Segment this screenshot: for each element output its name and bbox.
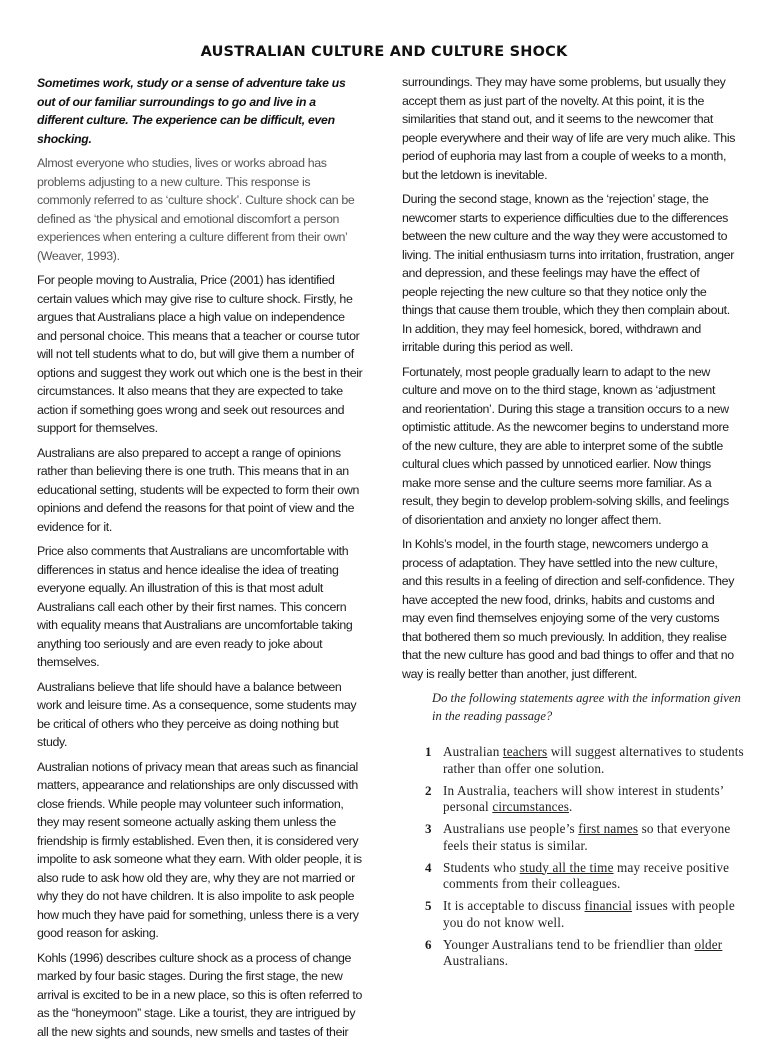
questions-section (425, 690, 745, 975)
right-column (402, 73, 736, 689)
question-number: 1 (425, 744, 432, 759)
question-number: 6 (425, 936, 432, 952)
questions-instruction: Do the following statements agree with the information given in the reading passage? (432, 691, 741, 723)
question-text: In Australia, teachers will show interest in students’ personal circumstances. (443, 782, 724, 814)
underlined-keyword: financial (584, 898, 633, 913)
questions-list (425, 744, 745, 970)
question-item (425, 783, 745, 816)
paragraph-equality: Price also comments that Australians are uncomfortable with differences in status and hence idealise the idea of treating everyone equally. An illustration of this is that most adult Australians call each other by their first names. This concern with equality means that Australians are uncomfortable taking anything too seriously and are even ready to joke about themselves. (37, 544, 353, 669)
question-text: Younger Australians tend to be friendlier than older Australians. (443, 936, 723, 968)
intro-paragraph: Sometimes work, study or a sense of adventure take us out of our familiar surroundings to go and live in a different culture. The experience can be difficult, even shocking. (37, 76, 346, 146)
page-title: AUSTRALIAN CULTURE AND CULTURE SHOCK (200, 44, 568, 60)
question-number: 4 (425, 859, 432, 875)
paragraph-opinions: Australians are also prepared to accept a range of opinions rather than believing there is one truth. This means that in an educational setting, students will be expected to form their own opinions and defend the reasons for that point of view and the evidence for it. (37, 445, 359, 534)
question-item (425, 860, 745, 893)
question-item (425, 744, 745, 777)
paragraph-privacy: Australian notions of privacy mean that areas such as financial matters, appearance and relationships are only discussed with close friends. While people may volunteer such information, they may resent someone actually asking them unless the friendship is firmly established. Even then, it is considered very impolite to ask someone what they earn. With older people, it is also rude to ask how old they are, why they are not married or why they do not have children. It is also impolite to ask people how much they have paid for something, unless there is a very good reason for asking. (37, 759, 362, 940)
question-item (425, 937, 745, 970)
paragraph-adaptation: In Kohls’s model, in the fourth stage, newcomers undergo a process of adaptation. They have settled into the new culture, and this results in a feeling of direction and self-confidence. They have accepted the new food, drinks, habits and customs and may even find themselves enjoying some of the very customs that bothered them so much previously. In addition, they realise that the new culture has good and bad things to offer and that no way is really better than another, just different. (402, 537, 735, 681)
question-number: 5 (425, 898, 432, 913)
underlined-keyword: study all the time (519, 859, 614, 875)
underlined-keyword: older (694, 936, 723, 952)
underlined-keyword: circumstances (492, 799, 569, 814)
paragraph-kohls-stages: Kohls (1996) describes culture shock as a process of change marked by four basic stages. During the first stage, the new arrival is excited to be in a new place, so this is often referred to as the “honeymoon” stage. Like a tourist, they are intrigued by all the new sights and sounds, new smells and tastes of their (37, 950, 363, 1039)
paragraph-adjustment: Fortunately, most people gradually learn to adapt to the new culture and move on to the third stage, known as ‘adjustment and reorientation’. During this stage a transition occurs to a new optimistic attitude. As the newcomer begins to understand more of the new culture, they are able to interpret some of the subtle cultural clues which passed by unnoticed earlier. Now things make more sense and the culture seems more familiar. As a result, they begin to develop problem-solving skills, and feelings of disorientation and anxiety no longer affect them. (402, 364, 729, 527)
question-item (425, 898, 745, 931)
question-text: Australians use people’s first names so that everyone feels their status is similar. (443, 821, 731, 853)
question-text: Students who study all the time may receive positive comments from their colleagues. (443, 859, 730, 891)
left-column (37, 74, 365, 1047)
paragraph-honeymoon: surroundings. They may have some problems, but usually they accept them as just part of the novelty. At this point, it is the similarities that stand out, and it seems to the newcomer that people everywhere and their way of life are very much alike. This period of euphoria may last from a couple of weeks to a month, but the letdown is inevitable. (402, 75, 736, 182)
paragraph-independence: For people moving to Australia, Price (2001) has identified certain values which may give rise to culture shock. Firstly, he argues that Australians place a high value on independence and personal choice. This means that a teacher or course tutor will not tell students what to do, but will give them a number of options and suggest they work out which one is the best in their circumstances. It also means that they are expected to take action if something goes wrong and seek out resources and support for themselves. (37, 273, 363, 435)
question-number: 2 (425, 782, 432, 798)
question-number: 3 (425, 821, 432, 836)
question-text: It is acceptable to discuss financial issues with people you do not know well. (443, 898, 735, 930)
underlined-keyword: first names (578, 821, 639, 836)
question-text: Australian teachers will suggest alternatives to students rather than offer one solution. (443, 744, 744, 776)
question-item (425, 821, 745, 854)
paragraph-rejection: During the second stage, known as the ‘rejection’ stage, the newcomer starts to experience difficulties due to the differences between the new culture and the way they were accustomed to living. The initial enthusiasm turns into irritation, frustration, anger and depression, and these feelings may have the effect of people rejecting the new culture so that they notice only the things that cause them trouble, which they then complain about. In addition, they may feel homesick, bored, withdrawn and irritable during this period as well. (402, 192, 735, 354)
paragraph-culture-shock-definition: Almost everyone who studies, lives or works abroad has problems adjusting to a new culture. This response is commonly referred to as ‘culture shock’. Culture shock can be defined as ‘the physical and emotional discomfort a person experiences when entering a culture different from their own’ (Weaver, 1993). (37, 156, 355, 263)
underlined-keyword: teachers (502, 744, 548, 759)
paragraph-work-life-balance: Australians believe that life should have a balance between work and leisure time. As a consequence, some students may be critical of others who they perceive as doing nothing but study. (37, 679, 357, 749)
